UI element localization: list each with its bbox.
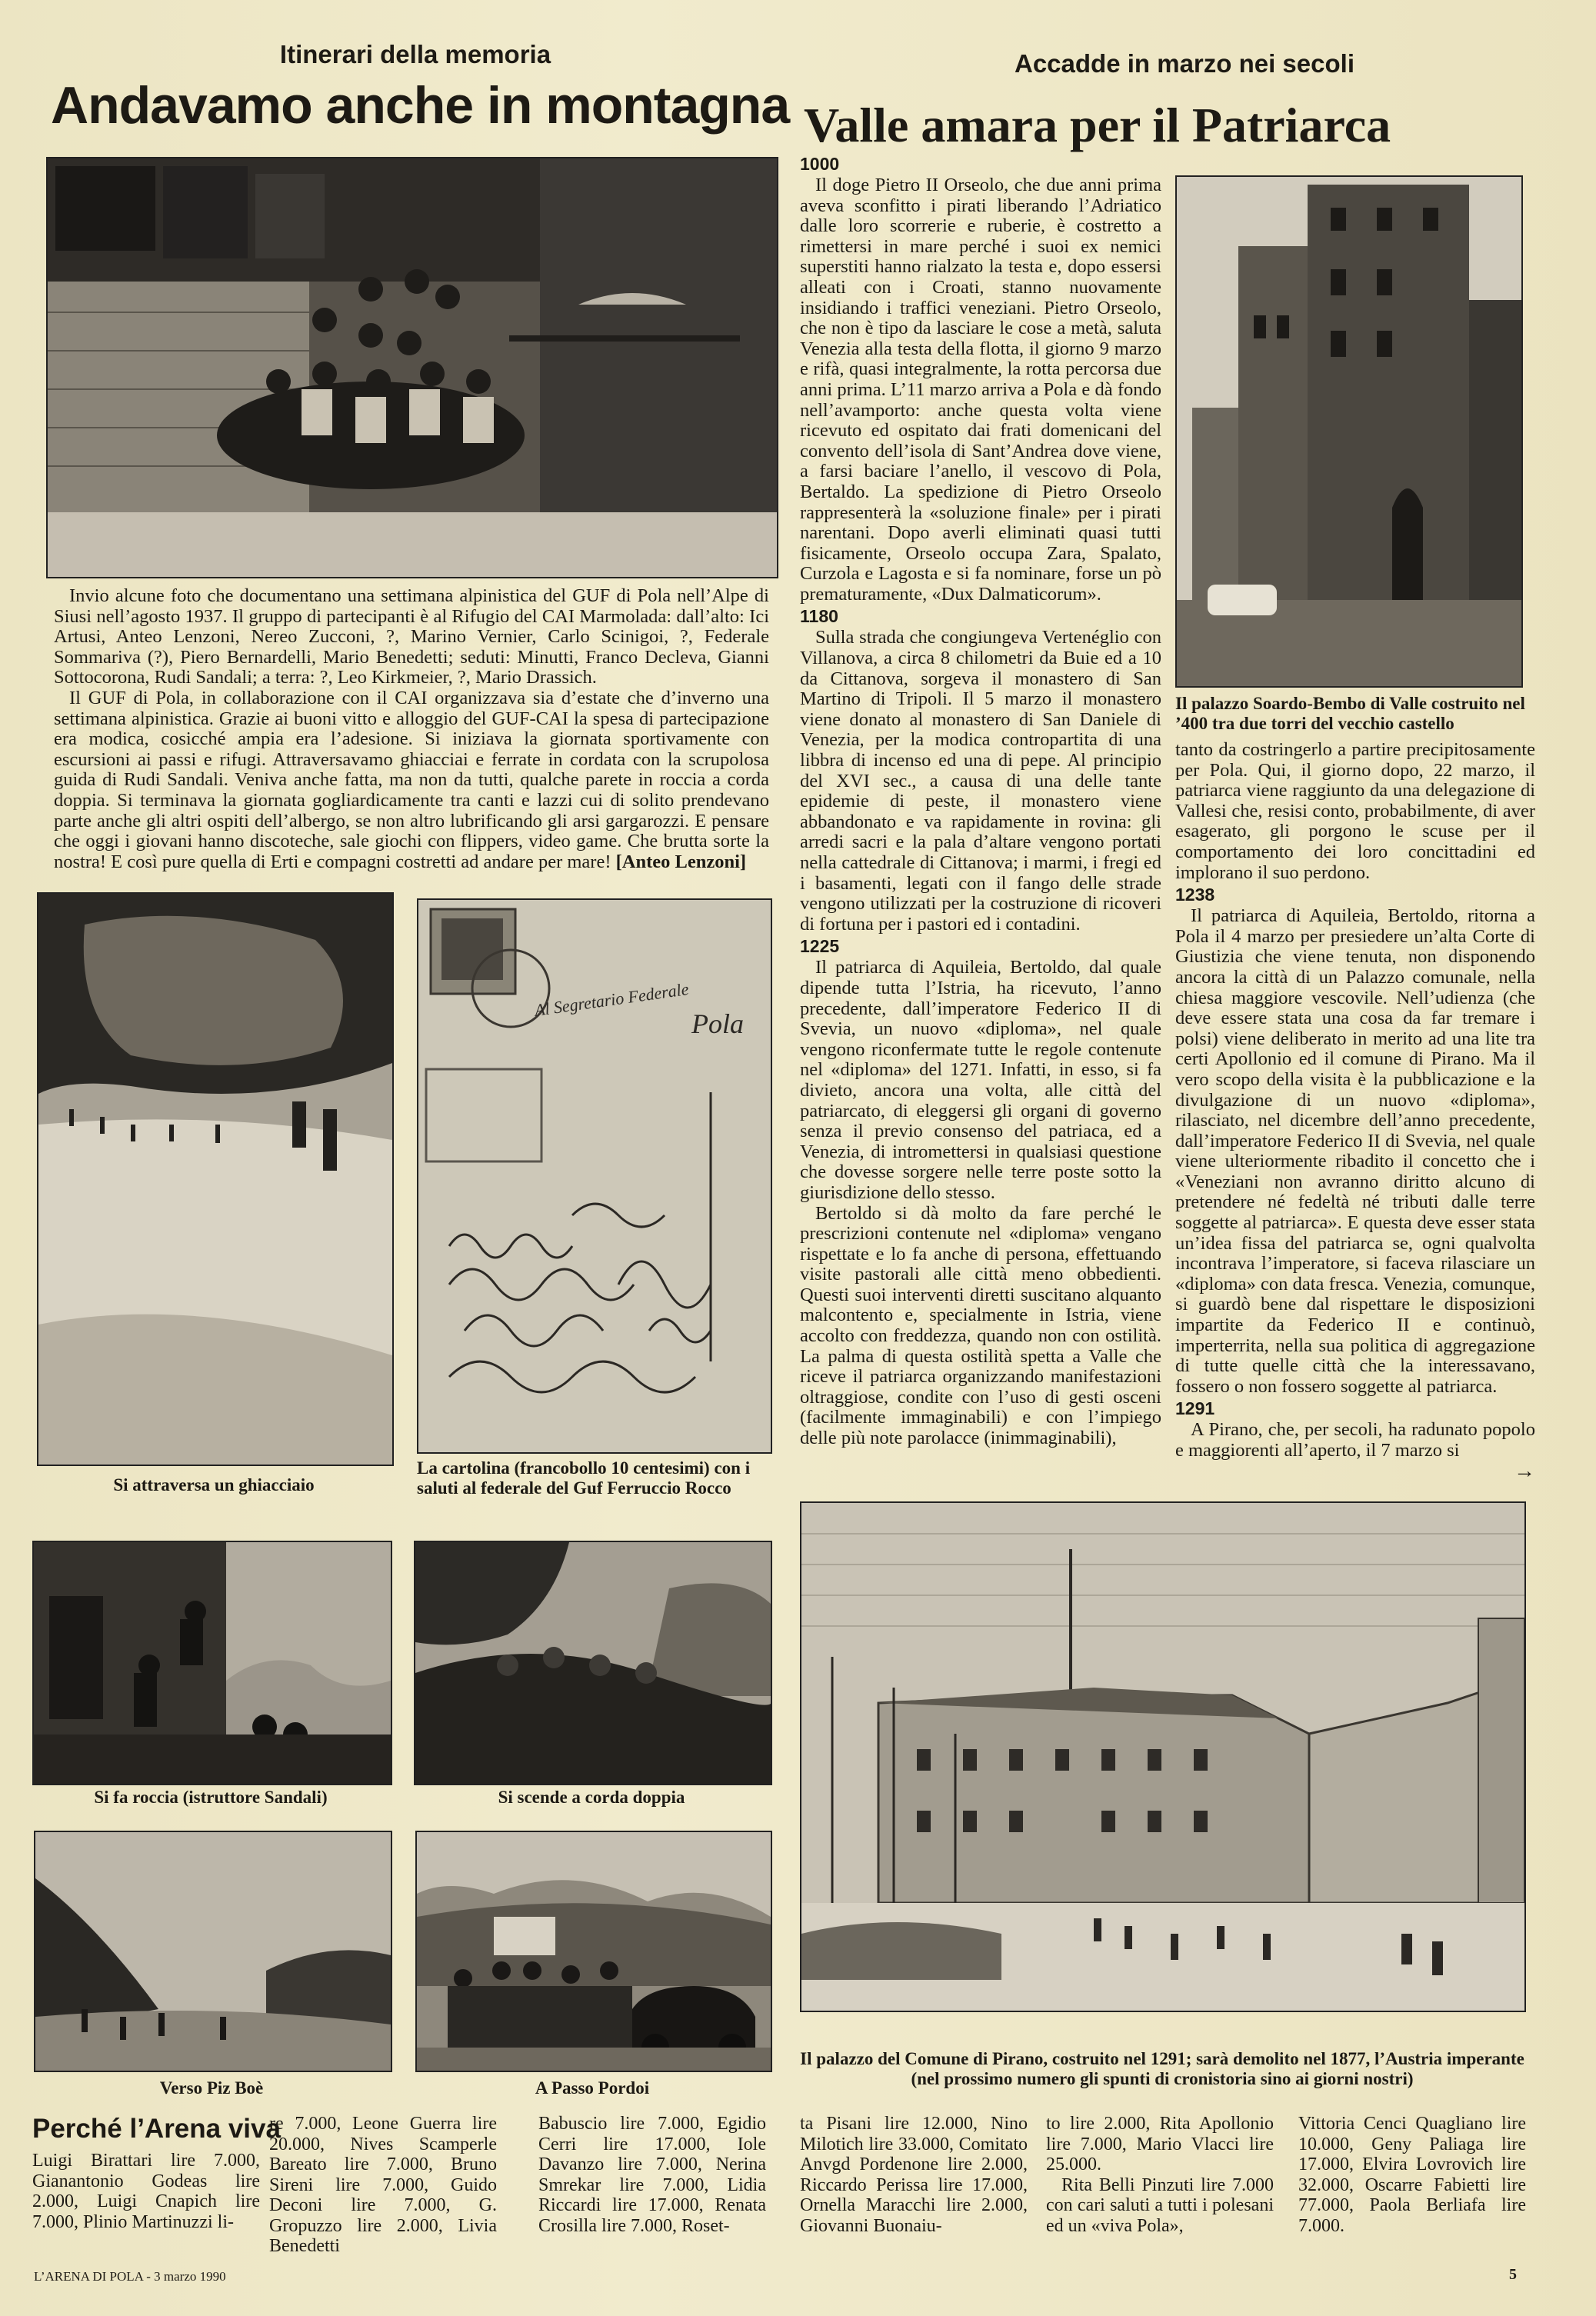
para-1225-b: Bertoldo si dà molto da fare perché le prescrizioni contenute nel «diploma» vengano rispettate e lo fa anche di persona, effettuando visite pastorali alle città meno obbedienti. Questi suoi interventi diretti suscitano alquanto malcontento e, specialmente in Istria, viene accolto con freddezza, quando non con ostilità. La palma di questa ostilità spetta a Valle che riceve il patriarca organizzando manifestazioni oltraggiose, condite con l’uso di gesti osceni (facilmente immaginabili) e con l’impiego delle più note parolacce (inimmaginabili), bbox=[800, 1202, 1161, 1449]
donors-col-6 bbox=[1298, 2114, 1526, 2236]
footer-masthead: L’ARENA DI POLA - 3 marzo 1990 bbox=[34, 2269, 226, 2284]
article-signature: [Anteo Lenzoni] bbox=[615, 851, 747, 872]
donors-col-2 bbox=[269, 2114, 497, 2257]
year-1291: 1291 bbox=[1175, 1398, 1215, 1419]
postcard-address: Al Segretario Federale bbox=[533, 979, 690, 1020]
para-1291: A Pirano, che, per secoli, ha radunato popolo e maggiorenti all’aperto, il 7 marzo si bbox=[1175, 1419, 1535, 1461]
postcard-destination: Pola bbox=[691, 1008, 744, 1039]
right-headline: Valle amara per il Patriarca bbox=[804, 98, 1391, 152]
year-1180: 1180 bbox=[800, 606, 838, 627]
engraving-pirano bbox=[800, 1501, 1526, 2012]
para-1225-cont: tanto da costringerlo a partire precipitosamente per Pola. Qui, il giorno dopo, 22 marzo, il patriarca viene raggiunto da una delegazione di Vallesi che, resisi conto, probabilmente, di aver esagerato, gli porgono le scuse per il comportamento dei loro concittadini ed implorano il suo perdono. bbox=[1175, 739, 1535, 883]
donors-col-6-text: Vittoria Cenci Quagliano lire 10.000, Geny Paliaga lire 17.000, Elvira Lovrovich lire 32.000, Oscarre Fabietti lire 77.000, Paola Berliafa lire 7.000. bbox=[1298, 2114, 1526, 2236]
caption-corda: Si scende a corda doppia bbox=[498, 1788, 685, 1807]
right-kicker: Accadde in marzo nei secoli bbox=[1015, 49, 1354, 78]
page-number: 5 bbox=[1509, 2266, 1517, 2283]
photo-palazzo-valle bbox=[1175, 175, 1523, 688]
caption-roccia: Si fa roccia (istruttore Sandali) bbox=[94, 1788, 328, 1807]
para-1238: Il patriarca di Aquileia, Bertoldo, ritorna a Pola il 4 marzo per presiedere un’alta Corte di Giustizia che viene tenuta, non disponendo ancora la città di un Palazzo comunale, nella chiesa maggiore vescovile. Nell’udienza (che deve essere stata una cosa da far tremare i polsi) viene deliberato in merito ad una lite tra certi Apollonio ed il comune di Pirano. Ma il vero scopo della visita è la pubblicazione e la divulgazione di un nuovo «diploma», rilasciato, nel dicembre dell’anno precedente, dall’imperatore Federico II di Svevia, nel quale viene ulteriormente ribadito il concetto che i «Veneziani non avranno diritto alcuno di pretendere né fedeltà né tributi dalle terre soggette al patriarca». E questa deve esser stata un’idea fissa del patriarca se, ogni qualvolta incontrava l’imperatore, si faceva rilasciare un «diploma» con data fresca. Venezia, comunque, si guardò bene dal rispettare le disposizioni impartite da Federico II e continuò, imperterrita, nella sua politica di aggregazione di tutte quelle città che la interessavano, fossero o non fossero soggette al patriarca. bbox=[1175, 905, 1535, 1397]
donors-col-4-text: ta Pisani lire 12.000, Nino Milotich lire 33.000, Comitato Anvgd Pordenone lire 2.000, Riccardo Perissa lire 17.000, Ornella Maracchi lire 2.000, Giovanni Buonaiu- bbox=[800, 2114, 1028, 2236]
left-kicker: Itinerari della memoria bbox=[279, 40, 551, 68]
para-1225-a: Il patriarca di Aquileia, Bertoldo, dal quale dipende tutta l’Istria, ha ricevuto, l’anno precedente, dall’imperatore Federico II di Svevia, un nuovo «diploma», nel quale vengono riconfermate tutte le regole contenute nel «diploma» del 1271. Infatti, in esso, si fa divieto, ancora una volta, alle città del patriarcato, di eleggersi gli organi di governo senza il previo consenso del patriaca, ed a Venezia, di intromettersi in qualsiasi questione che dovesse sorgere nelle terre poste sotto la giurisdizione dello stesso. bbox=[800, 957, 1161, 1203]
donors-col-5-text: to lire 2.000, Rita Apollonio lire 7.000, Mario Vlacci lire 25.000. bbox=[1046, 2114, 1274, 2174]
photo-corda-doppia bbox=[414, 1541, 772, 1785]
left-article-para-1: Invio alcune foto che documentano una settimana alpinistica del GUF di Pola nell’Alpe di Siusi nell’agosto 1937. Il gruppo di partecipanti è al Rifugio del CAI Marmolada: dall’alto: Ici Artusi, Anteo Lenzoni, Nereo Zucconi, ?, Marino Vernier, Carlo Scinigoi, ?, Federale Sommariva (?), Piero Bernardelli, Mario Benedetti; seduti: Minutti, Franco Decleva, Gianni Sottocorona, Rudi Sandali; a terra: ?, Leo Kirkmeier, ?, Mario Drassich. bbox=[54, 585, 769, 688]
donors-col-3-text: Babuscio lire 7.000, Egidio Cerri lire 17.000, Iole Davanzo lire 7.000, Nerina Smrekar lire 7.000, Lidia Riccardi lire 17.000, Renata Crosilla lire 7.000, Roset- bbox=[538, 2114, 766, 2236]
left-article-para-2 bbox=[54, 688, 769, 872]
photo-roccia bbox=[32, 1541, 392, 1785]
group-photo-rifugio bbox=[46, 157, 778, 578]
para-1180: Sulla strada che congiungeva Vertenéglio con Villanova, a circa 8 chilometri da Buie ed a 10 da Cittanova, sorgeva il monastero di San Martino di Tripoli. Il 5 marzo il monastero viene donato al monastero di San Daniele di Venezia, per la modica contropartita di una libbra di incenso ed una di pepe. Al principio del XVI sec., a causa di una delle tante epidemie di peste, il monastero viene abbandonato e va rapidamente in rovina: gli arredi sacri e la pala d’altare vengono portati nella cattedrale di Cittanova; i marmi, i fregi ed i basamenti, legati con il fango delle strade vengono utilizzati per la costruzione di ricoveri di fortuna per i pastori ed i contadini. bbox=[800, 627, 1161, 935]
para-1000: Il doge Pietro II Orseolo, che due anni prima aveva sconfitto i pirati liberando l’Adriatico dalle loro scorrerie e ruberie, è costretto a rimettersi in mare perché i suoi ex nemici superstiti hanno rialzato la testa e, dopo essersi alleati con i Croati, stanno nuovamente insidiando i traffici veneziani. Pietro Orseolo, che non è tipo da lasciare le cose a metà, saluta Venezia alla testa della flotta, il giorno 9 marzo e rifà, quasi integralmente, la rotta percorsa due anni prima. L’11 marzo arriva a Pola e dà fondo nell’avamporto: anche questa volta viene ricevuto ed ospitato dai frati domenicani del convento dell’isola di Sant’Andrea dove viene, a farsi baciare l’anello, il vescovo di Pola, Bertaldo. La spedizione di Pietro Orseolo rappresenterà la «soluzione finale» per i pirati narentani. Dopo averli eliminati quasi tutti fisicamente, Orseolo occupa Zara, Spalato, Curzola e Lagosta e si fa nominare, forse un pò prematuramente, «Dux Dalmaticorum». bbox=[800, 175, 1161, 605]
year-1238: 1238 bbox=[1175, 885, 1215, 905]
year-1000: 1000 bbox=[800, 154, 840, 174]
photo-passo-pordoi bbox=[415, 1831, 772, 2072]
photo-ghiacciaio bbox=[37, 892, 394, 1466]
caption-piz-boe: Verso Piz Boè bbox=[159, 2078, 264, 2098]
donors-col-4 bbox=[800, 2114, 1028, 2236]
year-1225: 1225 bbox=[800, 936, 840, 957]
right-col-2 bbox=[1175, 740, 1535, 1481]
caption-pordoi: A Passo Pordoi bbox=[535, 2078, 650, 2098]
photo-piz-boe bbox=[34, 1831, 392, 2072]
donors-col-1-text: Luigi Birattari lire 7.000, Gianantonio Godeas lire 2.000, Luigi Cnapich lire 7.000, Plinio Martinuzzi li- bbox=[32, 2151, 260, 2232]
caption-pirano: Il palazzo del Comune di Pirano, costruito nel 1291; sarà demolito nel 1877, l’Austria imperante (nel prossimo numero gli spunti di cronistoria sino ai giorni nostri) bbox=[800, 2049, 1524, 2088]
caption-ghiacciaio: Si attraversa un ghiacciaio bbox=[113, 1475, 315, 1495]
left-article bbox=[54, 586, 769, 872]
left-article-para-2-text: Il GUF di Pola, in collaborazione con il CAI organizzava sia d’estate che d’inverno una settimana alpinistica. Grazie ai buoni vitto e alloggio del GUF-CAI la spesa di partecipazione era modica, cosicché ampia era l’adesione. Si iniziava la giornata sportivamente con escursioni ai passi e rifugi. Attraversavamo ghiacciai e ferrate in cordata con la scrupolosa guida di Rudi Sandali. Veniva anche fatta, ma non da tutti, qualche parete in roccia a corda doppia. Si terminava la giornata gogliardicamente tra canti e lazzi cui di solito prendevano parte anche gli altri ospiti dell’albergo, se non altro lubrificando gli arsi gargarozzi. E pensare che oggi i giovani hanno discoteche, sale giochi con flippers, video game. Che brutta sorte la nostra! E così pure quella di Erti e compagni costretti ad andare per mare! bbox=[54, 687, 769, 872]
caption-cartolina: La cartolina (francobollo 10 centesimi) con i saluti al federale del Guf Ferruccio Rocco bbox=[417, 1458, 751, 1498]
donors-col-5 bbox=[1046, 2114, 1274, 2236]
right-col-1 bbox=[800, 152, 1161, 1449]
photo-cartolina bbox=[417, 898, 772, 1454]
caption-palazzo-valle: Il palazzo Soardo-Bembo di Valle costruito nel ’400 tra due torri del vecchio castello bbox=[1175, 694, 1525, 733]
donors-col-3 bbox=[538, 2114, 766, 2236]
donors-col-2-text: re 7.000, Leone Guerra lire 20.000, Nives Scamperle Bareato lire 7.000, Bruno Sireni lire 7.000, Guido Deconi lire 7.000, G. Gropuzzo lire 2.000, Livia Benedetti bbox=[269, 2114, 497, 2256]
left-headline: Andavamo anche in montagna bbox=[51, 76, 790, 135]
donors-col-5b-text: Rita Belli Pinzuti lire 7.000 con cari saluti a tutti i polesani ed un «viva Pola», bbox=[1046, 2174, 1274, 2236]
donors-title: Perché l’Arena viva bbox=[32, 2114, 281, 2144]
continue-arrow: → bbox=[1514, 1458, 1535, 1483]
donors-col-1 bbox=[32, 2151, 260, 2232]
